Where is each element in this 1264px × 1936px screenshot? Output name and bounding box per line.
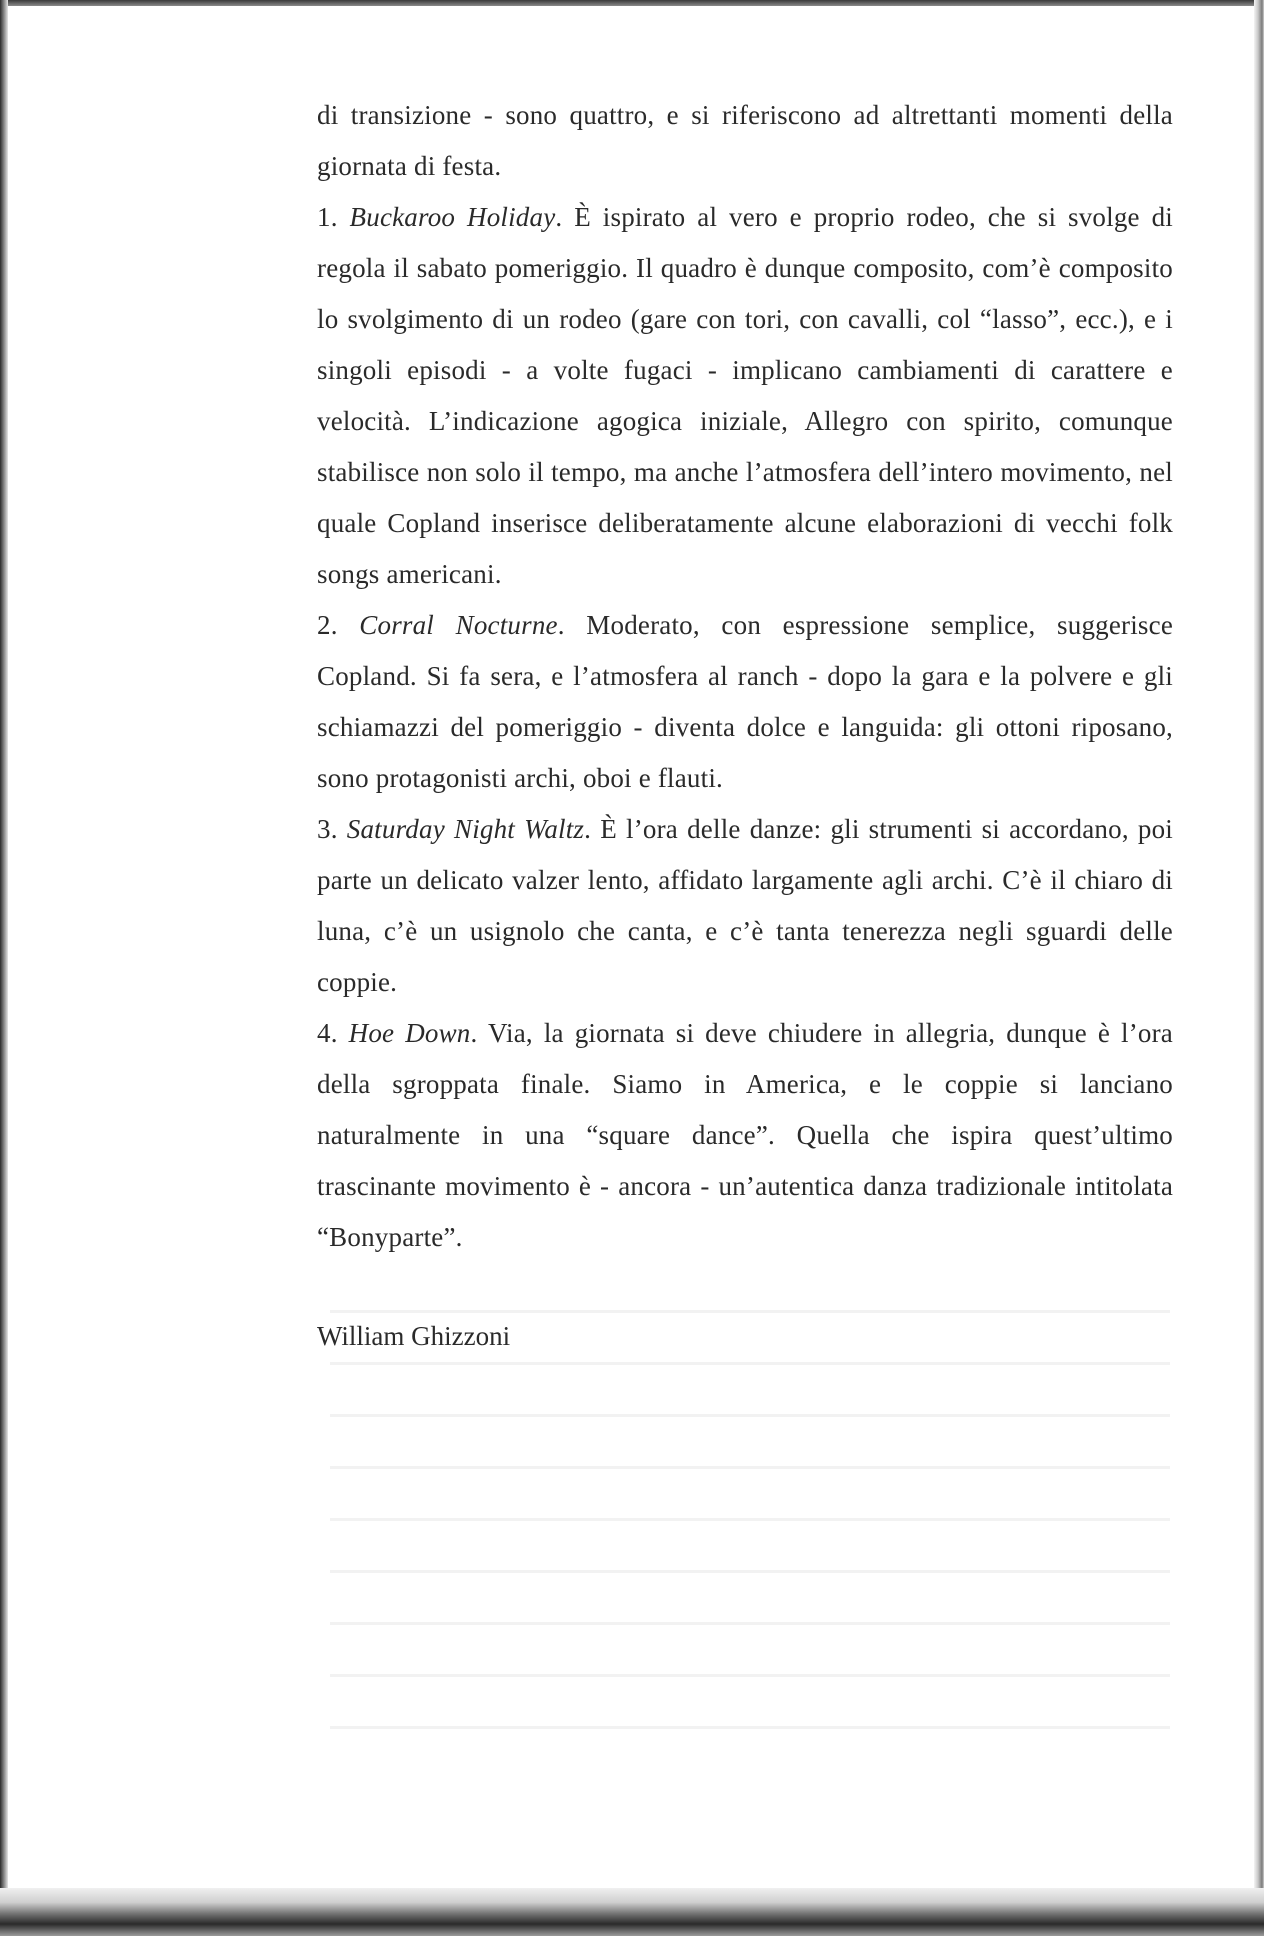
movement-number: 3. xyxy=(317,814,338,844)
page-body-text xyxy=(317,90,1173,1263)
movement-title: Corral Nocturne xyxy=(359,610,558,640)
movement-body: È l’ora delle danze: gli strumenti si accordano, poi parte un delicato valzer lento, affidato largamente agli archi. C’è il chiaro di luna, c’è un usignolo che canta, e c’è tanta tenerezza negli sguardi delle coppie. xyxy=(317,814,1174,997)
author-signature: William Ghizzoni xyxy=(317,1321,511,1351)
movement-number: 1. xyxy=(317,202,338,232)
movement-number: 2. xyxy=(317,610,338,640)
movement-body: Moderato, con espressione semplice, suggerisce Copland. Si fa sera, e l’atmosfera al ranch - dopo la gara e la polvere e gli schiamazzi del pomeriggio - diventa dolce e languida: gli ottoni riposano, sono protagonisti archi, oboi e flauti. xyxy=(317,610,1174,793)
paragraph-intro xyxy=(317,90,1173,192)
movement-number: 4. xyxy=(317,1018,338,1048)
paragraph-movement-4: 4. Hoe Down. Via, la giornata si deve chiudere in allegria, dunque è l’ora della sgroppata finale. Siamo in America, e le coppie si lanciano naturalmente in una “square dance”. Quella che ispira quest’ultimo trascinante movimento è - ancora - un’autentica danza tradizionale intitolata “Bonyparte”. xyxy=(317,1018,1173,1252)
show-through-texture xyxy=(330,1310,1170,1730)
movement-title: Saturday Night Waltz xyxy=(346,814,585,844)
scan-bottom-shadow xyxy=(0,1888,1264,1936)
paragraph-movement-1: 1. Buckaroo Holiday. È ispirato al vero e proprio rodeo, che si svolge di regola il sabato pomeriggio. Il quadro è dunque composito, com’è composito lo svolgimento di un rodeo (gare con tori, con cavalli, col “lasso”, ecc.), e i singoli episodi - a volte fugaci - implicano cambiamenti di carattere e velocità. L’indicazione agogica iniziale, Allegro con spirito, comunque stabilisce non solo il tempo, ma anche l’atmosfera dell’intero movimento, nel quale Copland inserisce deliberatamente alcune elaborazioni di vecchi folk songs americani. xyxy=(317,202,1174,589)
paragraph-movement-2: 2. Corral Nocturne. Moderato, con espressione semplice, suggerisce Copland. Si fa sera, e l’atmosfera al ranch - dopo la gara e la polvere e gli schiamazzi del pomeriggio - diventa dolce e languida: gli ottoni riposano, sono protagonisti archi, oboi e flauti. xyxy=(317,610,1174,793)
intro-text: di transizione - sono quattro, e si riferiscono ad altrettanti momenti della giornata di festa. xyxy=(317,100,1173,181)
paragraph-movement-3: 3. Saturday Night Waltz. È l’ora delle danze: gli strumenti si accordano, poi parte un delicato valzer lento, affidato largamente agli archi. C’è il chiaro di luna, c’è un usignolo che canta, e c’è tanta tenerezza negli sguardi delle coppie. xyxy=(317,814,1174,997)
movement-title: Hoe Down xyxy=(348,1018,471,1048)
movement-body: È ispirato al vero e proprio rodeo, che si svolge di regola il sabato pomeriggio. Il quadro è dunque composito, com’è composito lo svolgimento di un rodeo (gare con tori, con cavalli, col “lasso”, ecc.), e i singoli episodi - a volte fugaci - implicano cambiamenti di carattere e velocità. L’indicazione agogica iniziale, Allegro con spirito, comunque stabilisce non solo il tempo, ma anche l’atmosfera dell’intero movimento, nel quale Copland inserisce deliberatamente alcune elaborazioni di vecchi folk songs americani. xyxy=(317,202,1174,589)
movement-body: Via, la giornata si deve chiudere in allegria, dunque è l’ora della sgroppata finale. Siamo in America, e le coppie si lanciano naturalmente in una “square dance”. Quella che ispira quest’ultimo trascinante movimento è - ancora - un’autentica danza tradizionale intitolata “Bonyparte”. xyxy=(317,1018,1173,1252)
movement-title: Buckaroo Holiday xyxy=(349,202,556,232)
scan-left-edge xyxy=(0,0,8,1936)
scan-right-edge xyxy=(1254,0,1264,1936)
scan-top-edge xyxy=(0,0,1264,6)
